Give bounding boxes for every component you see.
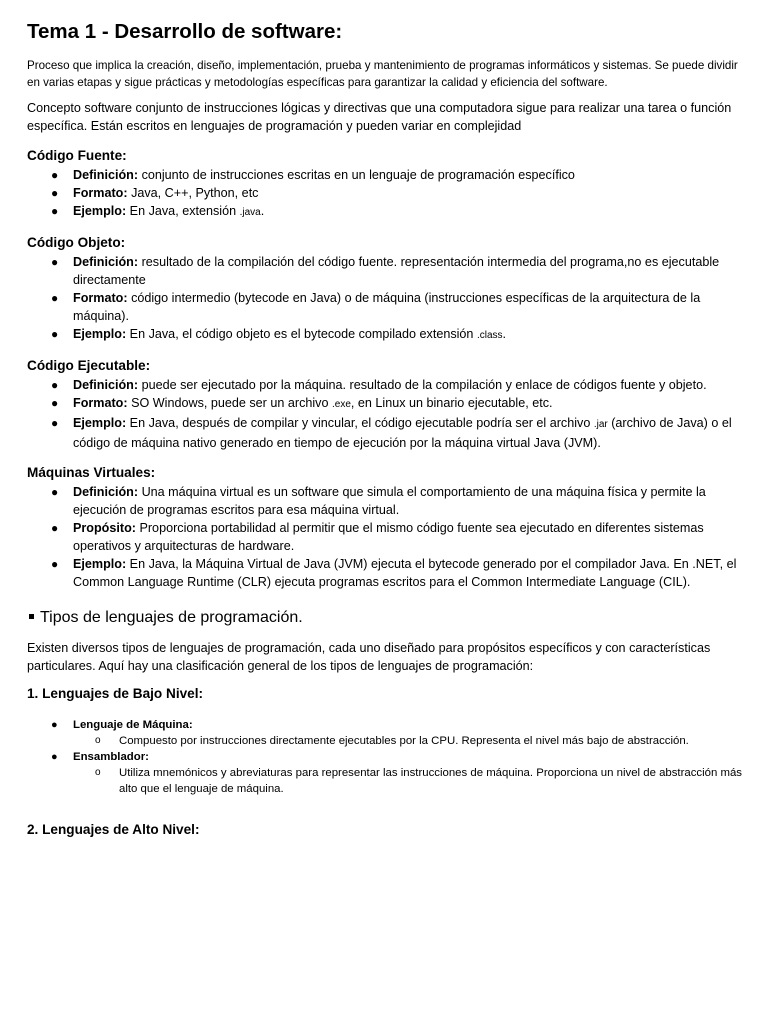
item-text: resultado de la compilación del código fuente. representación intermedia del programa,no es ejecutable directamente — [73, 255, 720, 287]
item-text: En Java, extensión — [126, 204, 240, 218]
tipos-intro: Existen diversos tipos de lenguajes de programación, cada uno diseñado para propósitos específicos y con características particulares. Aquí hay una clasificación general de los tipos de lenguajes de programación: — [27, 641, 711, 673]
list-item — [27, 325, 742, 345]
list-item — [27, 414, 742, 452]
bullet-icon: ● — [51, 416, 59, 430]
bullet-icon: ● — [51, 396, 59, 410]
tipos-heading — [27, 607, 742, 629]
concepto-paragraph: Concepto software conjunto de instrucciones lógicas y directivas que una computadora sigue para realizar una tarea o función específica. Están escritos en lenguajes de programación y pueden variar en complejidad — [27, 101, 732, 133]
alto-nivel-heading: 2. Lenguajes de Alto Nivel: — [27, 822, 200, 837]
list-item — [27, 184, 742, 202]
list-item — [27, 253, 742, 289]
file-extension: .exe — [331, 399, 351, 410]
bullet-icon: ● — [51, 204, 59, 218]
file-extension: .class — [476, 330, 503, 341]
item-label: Formato: — [73, 186, 128, 200]
item-text: (archivo de Java) o el código de máquina nativo generado en tiempo de ejecución por la máquina virtual Java (JVM). — [73, 416, 732, 450]
item-label: Ejemplo: — [73, 204, 127, 218]
maquinas-virtuales-list — [27, 483, 742, 591]
list-item — [27, 394, 742, 414]
item-text: puede ser ejecutado por la máquina. resultado de la compilación y enlace de códigos fuente y objeto. — [138, 378, 707, 392]
intro-paragraph: Proceso que implica la creación, diseño, implementación, prueba y mantenimiento de programas informáticos y sistemas. Se puede dividir en varias etapas y sigue prácticas y metodologías específicas para garantizar la calidad y eficiencia del software. — [27, 59, 738, 89]
item-label: Ejemplo: — [73, 416, 127, 430]
bullet-icon: ● — [51, 255, 59, 269]
bullet-icon: ● — [51, 291, 59, 305]
bullet-icon: ● — [51, 751, 58, 763]
codigo-objeto-list — [27, 253, 742, 345]
item-label: Propósito: — [73, 521, 136, 535]
list-item — [27, 555, 742, 591]
file-extension: .jar — [593, 419, 608, 430]
item-text: SO Windows, puede ser un archivo — [127, 396, 332, 410]
item-text: Una máquina virtual es un software que simula el comportamiento de una máquina física y permite la ejecución de programas escritos para esa máquina virtual. — [73, 485, 706, 517]
bullet-icon: ● — [51, 327, 59, 341]
bullet-icon: ● — [51, 719, 58, 731]
item-text: . — [260, 204, 265, 218]
item-label: Ejemplo: — [73, 327, 127, 341]
circle-bullet-icon: o — [95, 767, 101, 778]
list-item — [27, 749, 742, 797]
item-text: Proporciona portabilidad al permitir que el mismo código fuente sea ejecutado en diferentes sistemas operativos y arquitecturas de hardware. — [73, 521, 704, 553]
bajo-nivel-heading: 1. Lenguajes de Bajo Nivel: — [27, 686, 204, 701]
item-text: En Java, el código objeto es el bytecode compilado extensión — [126, 327, 477, 341]
codigo-fuente-list — [27, 166, 742, 222]
list-item — [27, 376, 742, 394]
list-item — [27, 717, 742, 749]
list-item — [27, 202, 742, 222]
item-text: . — [502, 327, 506, 341]
item-text: En Java, la Máquina Virtual de Java (JVM) ejecuta el bytecode generado por el compilador Java. En .NET, el Common Language Runtime (CLR) ejecuta programas escritos para el Common Intermediate Language (CIL). — [73, 557, 737, 589]
item-label: Ensamblador: — [73, 751, 149, 763]
list-item — [27, 483, 742, 519]
codigo-ejecutable-list — [27, 376, 742, 452]
item-text: Java, C++, Python, etc — [127, 186, 259, 200]
item-text: En Java, después de compilar y vincular, el código ejecutable podría ser el archivo — [126, 416, 594, 430]
item-label: Definición: — [73, 168, 139, 182]
codigo-objeto-heading: Código Objeto: — [27, 235, 126, 250]
bullet-icon: ● — [51, 378, 59, 392]
item-text: , en Linux un binario ejecutable, etc. — [350, 396, 553, 410]
bullet-icon: ● — [51, 557, 59, 571]
item-text: conjunto de instrucciones escritas en un lenguaje de programación específico — [138, 168, 575, 182]
codigo-fuente-heading: Código Fuente: — [27, 148, 127, 163]
bajo-nivel-list — [27, 717, 742, 797]
maquinas-virtuales-heading: Máquinas Virtuales: — [27, 465, 156, 480]
sub-list — [73, 733, 742, 749]
file-extension: .java — [239, 207, 261, 218]
item-text: Utiliza mnemónicos y abreviaturas para representar las instrucciones de máquina. Proporciona un nivel de abstracción más alto que el lenguaje de máquina. — [119, 767, 742, 795]
sub-list — [73, 765, 742, 797]
bullet-icon: ● — [51, 186, 59, 200]
page-title: Tema 1 - Desarrollo de software: — [27, 20, 343, 43]
item-label: Definición: — [73, 378, 139, 392]
item-label: Formato: — [73, 396, 128, 410]
item-label: Formato: — [73, 291, 128, 305]
item-text: código intermedio (bytecode en Java) o de máquina (instrucciones específicas de la arquitectura de la máquina). — [73, 291, 701, 323]
sub-list-item — [73, 765, 742, 797]
codigo-ejecutable-heading: Código Ejecutable: — [27, 358, 151, 373]
circle-bullet-icon: o — [95, 735, 101, 746]
item-label: Definición: — [73, 255, 139, 269]
list-item — [27, 519, 742, 555]
list-item — [27, 289, 742, 325]
list-item — [27, 166, 742, 184]
item-label: Lenguaje de Máquina: — [73, 719, 193, 731]
item-label: Ejemplo: — [73, 557, 127, 571]
bullet-icon: ● — [51, 485, 59, 499]
item-label: Definición: — [73, 485, 139, 499]
sub-list-item — [73, 733, 742, 749]
bullet-icon: ● — [51, 521, 59, 535]
bullet-icon: ● — [51, 168, 59, 182]
square-bullet-icon — [29, 614, 34, 619]
tipos-heading-text: Tipos de lenguajes de programación. — [40, 609, 303, 626]
item-text: Compuesto por instrucciones directamente ejecutables por la CPU. Representa el nivel más bajo de abstracción. — [119, 735, 689, 747]
